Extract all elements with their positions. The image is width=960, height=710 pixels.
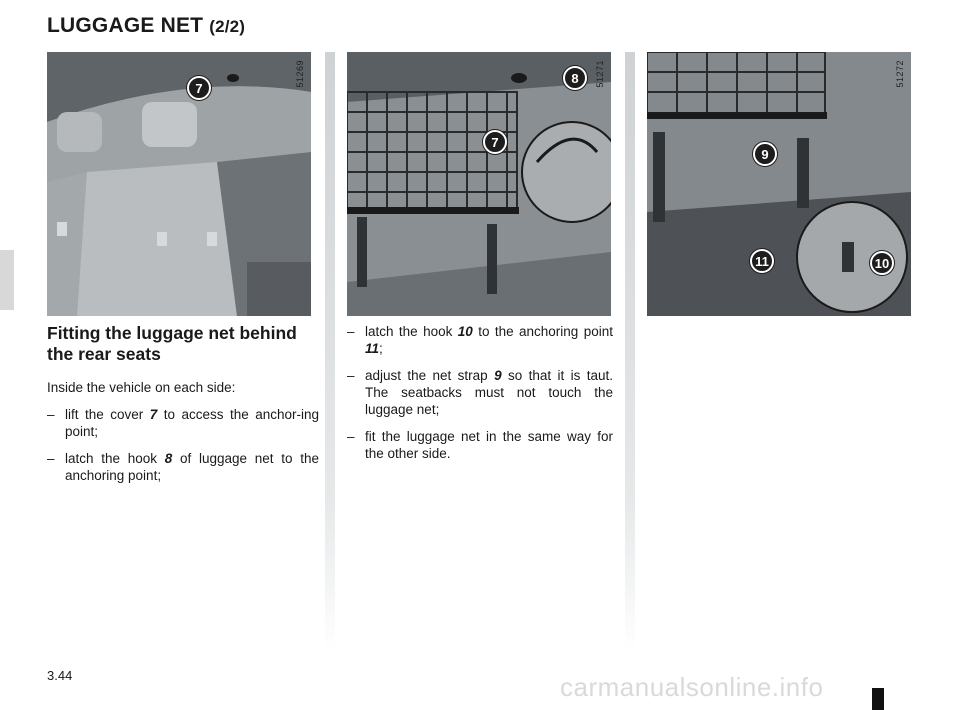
list-item: – fit the luggage net in the same way for the other side. <box>347 429 613 461</box>
callout-marker: 9 <box>753 142 777 166</box>
list-item: – lift the cover 7 to access the anchor-ing point; <box>47 407 320 439</box>
section-intro: Inside the vehicle on each side: <box>47 380 236 395</box>
section-title: Fitting the luggage net behind the rear seats <box>47 323 297 364</box>
figure-net-hook-illustration <box>347 52 611 316</box>
watermark-text: carmanualsonline.info <box>560 672 824 702</box>
figure-strap-anchor <box>647 52 911 316</box>
figure-net-hook <box>347 52 611 316</box>
figure-rear-seats-illustration <box>47 52 311 316</box>
figure-strap-anchor-illustration <box>647 52 911 316</box>
figure-code: 51271 <box>595 60 605 88</box>
figure-code: 51269 <box>295 60 305 88</box>
column-divider-2 <box>625 52 635 652</box>
page-number: 3.44 <box>47 668 73 683</box>
callout-marker: 8 <box>563 66 587 90</box>
column-divider-1 <box>325 52 335 652</box>
text-column-1 <box>47 323 319 494</box>
text-column-2 <box>347 323 613 472</box>
callout-marker: 7 <box>187 76 211 100</box>
figure-code: 51272 <box>895 60 905 88</box>
chapter-tab <box>0 250 14 310</box>
callout-marker: 10 <box>870 251 894 275</box>
list-item: – latch the hook 10 to the anchoring point 11; <box>347 324 613 356</box>
list-item: – adjust the net strap 9 so that it is taut. The seatbacks must not touch the luggage net; <box>347 368 614 417</box>
list-item: – latch the hook 8 of luggage net to the anchoring point; <box>47 451 320 483</box>
end-of-section-mark <box>872 688 884 710</box>
page-title <box>47 14 245 38</box>
page-title-text: LUGGAGE NET <box>47 14 204 37</box>
steps-list <box>347 323 613 462</box>
callout-marker: 11 <box>750 249 774 273</box>
callout-marker: 7 <box>483 130 507 154</box>
steps-list <box>47 406 319 484</box>
page-title-part: (2/2) <box>209 17 246 36</box>
figure-rear-seats <box>47 52 311 316</box>
